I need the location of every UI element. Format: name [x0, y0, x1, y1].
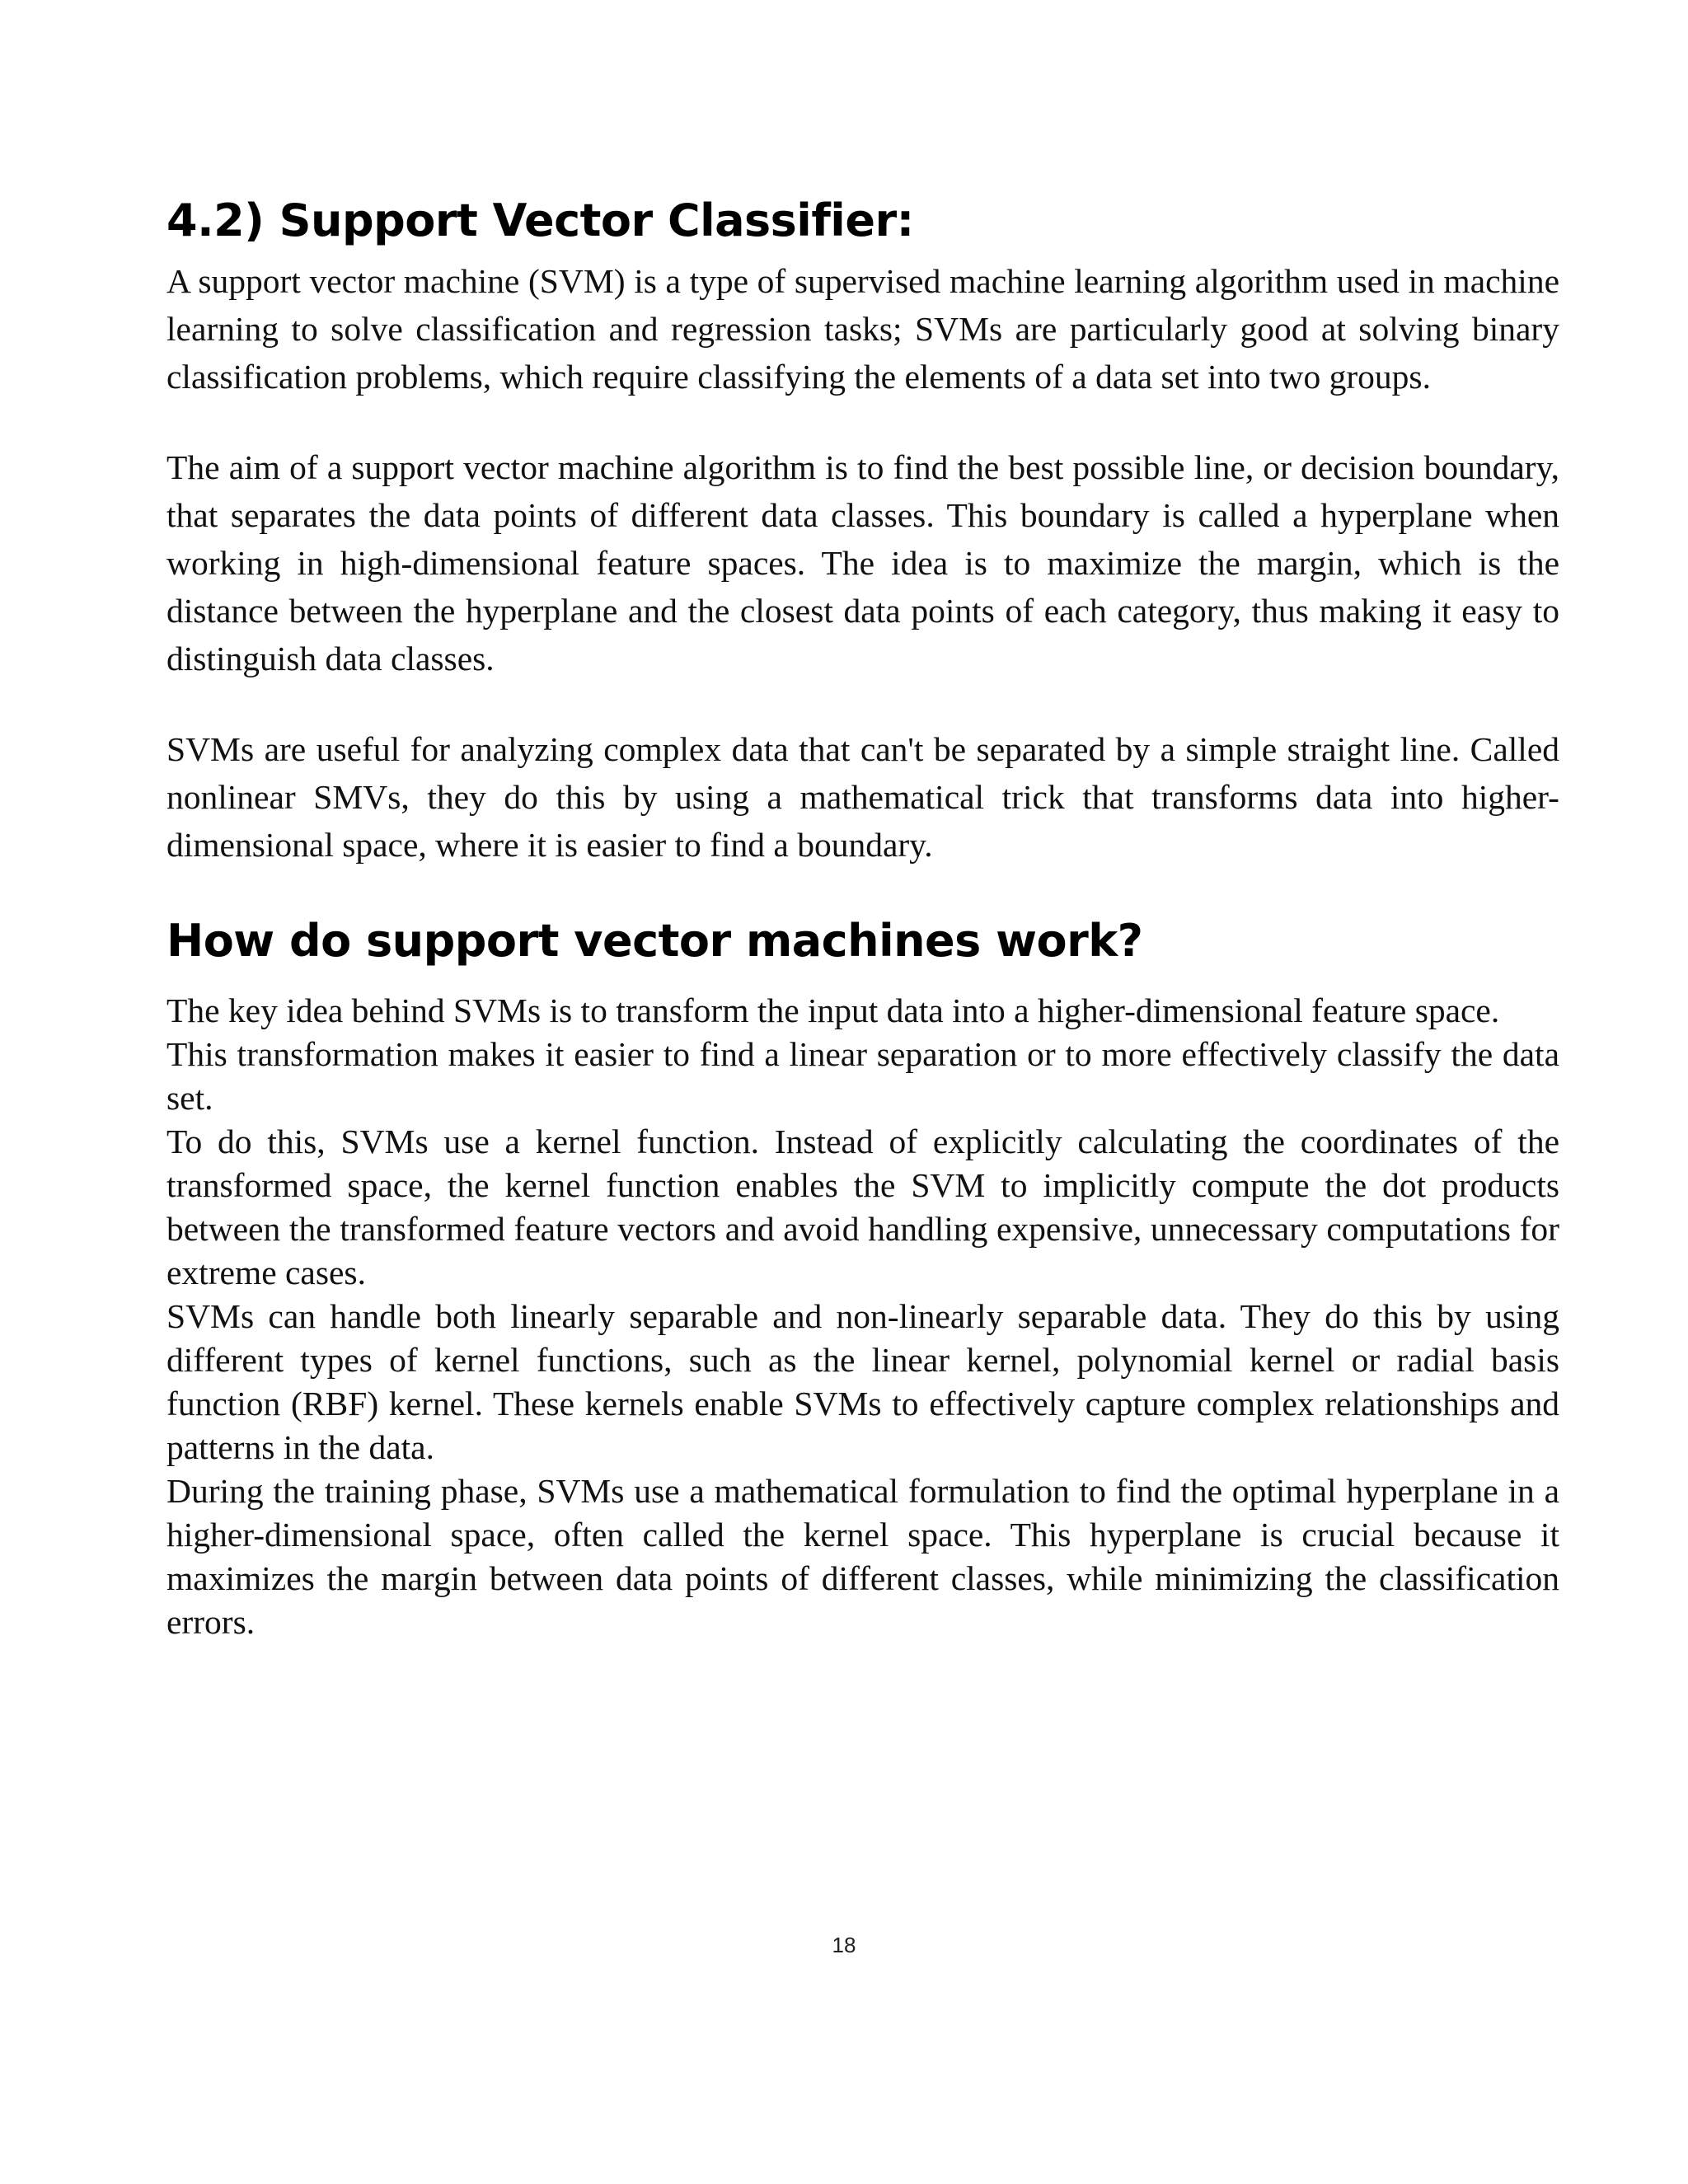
subsection-intro-line-2: This transformation makes it easier to find a linear separation or to more effectively classify the data set. [166, 1035, 1559, 1117]
subsection-paragraph-wrap-1 [166, 1120, 1559, 1295]
subsection-paragraph-wrap-3 [166, 1469, 1559, 1644]
subsection-paragraph-wrap-2 [166, 1295, 1559, 1469]
subsection-paragraph-2: SVMs can handle both linearly separable and non-linearly separable data. They do this by using different types of kernel functions, such as the linear kernel, polynomial kernel or radial basis function (RBF) kernel. These kernels enable SVMs to effectively capture complex relationships and patterns in the data. [166, 1297, 1559, 1466]
page-number: 18 [832, 1933, 856, 1957]
subsection-intro [166, 989, 1559, 1120]
subsection-intro-line-1: The key idea behind SVMs is to transform the input data into a higher-dimensional feature space. [166, 991, 1500, 1029]
section-heading: 4.2) Support Vector Classifier: [166, 194, 914, 246]
subsection-paragraph-3: During the training phase, SVMs use a mathematical formulation to find the optimal hyperplane in a higher-dimensional space, often called the kernel space. This hyperplane is crucial because it maximizes the margin between data points of different classes, while minimizing the classification errors. [166, 1472, 1559, 1641]
subsection-heading: How do support vector machines work? [166, 915, 1143, 967]
subsection-paragraph-1: To do this, SVMs use a kernel function. Instead of explicitly calculating the coordinates of the transformed space, the kernel function enables the SVM to implicitly compute the dot products between the transformed feature vectors and avoid handling expensive, unnecessary computations for extreme cases. [166, 1122, 1559, 1291]
section-paragraph-3: SVMs are useful for analyzing complex data that can't be separated by a simple straight line. Called nonlinear SMVs, they do this by using a mathematical trick that transforms data into higher-dimensional space, where it is easier to find a boundary. [166, 730, 1559, 864]
page-content [166, 188, 1559, 1644]
section-paragraph-1: A support vector machine (SVM) is a type of supervised machine learning algorithm used in machine learning to solve classification and regression tasks; SVMs are particularly good at solving binary classification problems, which require classifying the elements of a data set into two groups. [166, 262, 1559, 396]
section-paragraph-2: The aim of a support vector machine algorithm is to find the best possible line, or decision boundary, that separates the data points of different data classes. This boundary is called a hyperplane when working in high-dimensional feature spaces. The idea is to maximize the margin, which is the distance between the hyperplane and the closest data points of each category, thus making it easy to distinguish data classes. [166, 448, 1559, 677]
